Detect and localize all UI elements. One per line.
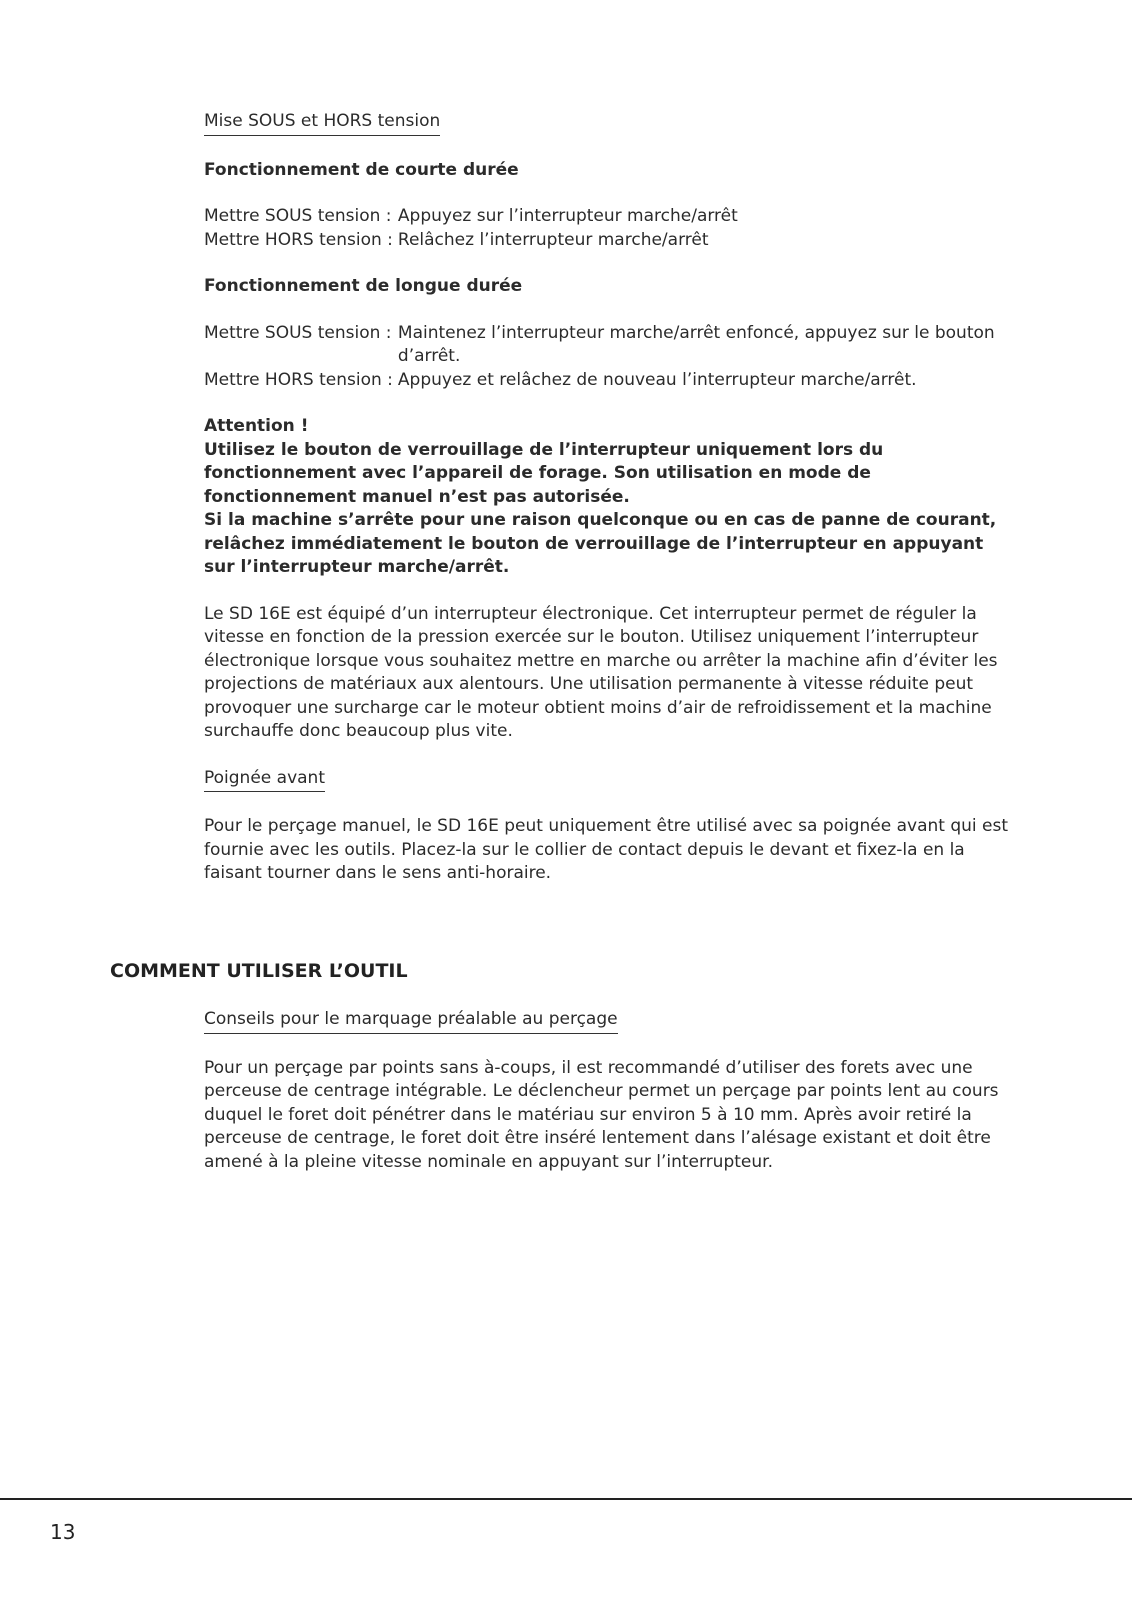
row-label: Mettre SOUS tension : <box>204 206 392 226</box>
usage-content <box>204 1008 1016 1174</box>
subheading-long-operation: Fonctionnement de longue durée <box>204 276 523 296</box>
row-label: Mettre HORS tension : <box>204 229 393 250</box>
table-row <box>204 369 1016 393</box>
row-text: Appuyez et relâchez de nouveau l’interrupteur marche/arrêt. <box>397 369 917 390</box>
table-row <box>204 229 738 253</box>
row-text: Relâchez l’interrupteur marche/arrêt <box>397 229 709 250</box>
table-row <box>204 322 1016 369</box>
page-number: 13 <box>50 1520 76 1544</box>
row-text: Appuyez sur l’interrupteur marche/arrêt <box>397 206 738 226</box>
table-row <box>204 205 738 229</box>
attention-paragraph-2: Si la machine s’arrête pour une raison quelconque ou en cas de panne de courant, relâchez immédiatement le bouton de verrouillage de l’interrupteur en appuyant sur l’interrupteur marche/arrêt. <box>204 510 997 577</box>
main-content <box>204 110 1016 886</box>
row-text: Maintenez l’interrupteur marche/arrêt enfoncé, appuyez sur le bouton d’arrêt. <box>397 322 995 366</box>
attention-title: Attention ! <box>204 416 309 436</box>
section-heading-front-handle: Poignée avant <box>204 767 325 793</box>
section-heading-marking: Conseils pour le marquage préalable au perçage <box>204 1008 618 1034</box>
attention-paragraph-1: Utilisez le bouton de verrouillage de l’interrupteur uniquement lors du fonctionnement avec l’appareil de forage. Son utilisation en mode de fonctionnement manuel n’est pas autorisée. <box>204 439 884 507</box>
row-label: Mettre HORS tension : <box>204 369 393 390</box>
footer-rule <box>0 1498 1132 1500</box>
section-heading-power: Mise SOUS et HORS tension <box>204 110 440 136</box>
electronic-switch-paragraph: Le SD 16E est équipé d’un interrupteur électronique. Cet interrupteur permet de réguler la vitesse en fonction de la pression exercée sur le bouton. Utilisez uniquement l’interrupteur électronique lorsque vous souhaitez mettre en marche ou arrêter la machine afin d’éviter les projections de matériaux aux alentours. Une utilisation permanente à vitesse réduite peut provoquer une surcharge car le moteur obtient moins d’air de refroidissement et la machine surchauffe donc beaucoup plus vite. <box>204 603 998 741</box>
short-operation-table <box>204 205 738 252</box>
long-operation-table <box>204 322 1016 393</box>
attention-block <box>204 415 1016 580</box>
main-heading: COMMENT UTILISER L’OUTIL <box>110 960 408 982</box>
row-label: Mettre SOUS tension : <box>204 322 392 343</box>
subheading-short-operation: Fonctionnement de courte durée <box>204 159 519 180</box>
front-handle-paragraph: Pour le perçage manuel, le SD 16E peut uniquement être utilisé avec sa poignée avant qui est fournie avec les outils. Placez-la sur le collier de contact depuis le devant et fixez-la en la faisant tourner dans le sens anti-horaire. <box>204 816 1009 883</box>
marking-paragraph: Pour un perçage par points sans à-coups, il est recommandé d’utiliser des forets avec une perceuse de centrage intégrable. Le déclencheur permet un perçage par points lent au cours duquel le foret doit pénétrer dans le matériau sur environ 5 à 10 mm. Après avoir retiré la perceuse de centrage, le foret doit être inséré lentement dans l’alésage existant et doit être amené à la pleine vitesse nominale en appuyant sur l’interrupteur. <box>204 1057 999 1172</box>
